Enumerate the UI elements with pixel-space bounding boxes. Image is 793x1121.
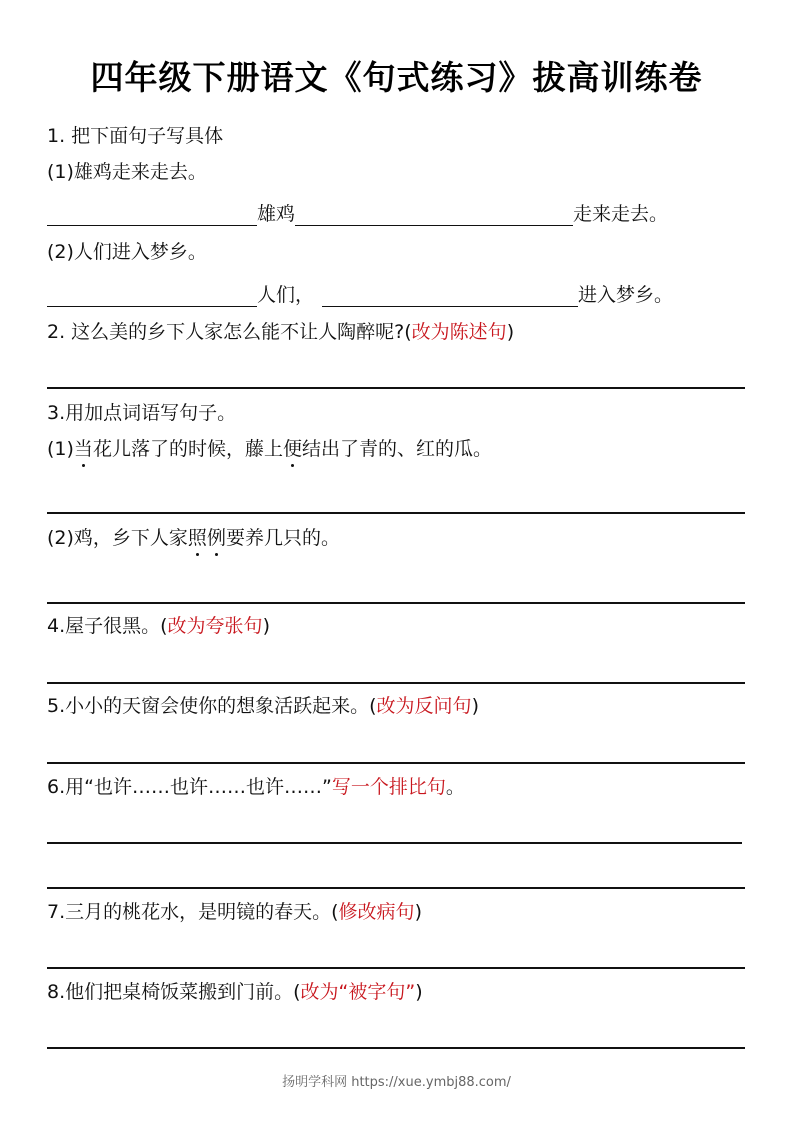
q3-sub1-prompt xyxy=(47,437,492,461)
q1-sub2-fill-row xyxy=(47,283,673,307)
answer-line[interactable] xyxy=(47,967,745,969)
q6-prompt xyxy=(47,775,465,799)
text: (1) xyxy=(47,438,74,460)
answer-blank[interactable] xyxy=(295,205,573,226)
q1-heading: 1. 把下面句子写具体 xyxy=(47,125,224,147)
q5-instruction: 改为反问句 xyxy=(376,695,472,717)
q8-prompt xyxy=(47,980,423,1004)
q6-text: 6.用“也许……也许……也许……” xyxy=(47,776,332,798)
q2-text: 2. 这么美的乡下人家怎么能不让人陶醉呢?( xyxy=(47,321,412,343)
q8-text: 8.他们把桌椅饭菜搬到门前。( xyxy=(47,981,301,1003)
q5-prompt xyxy=(47,694,479,718)
q1-sub1-prompt: (1)雄鸡走来走去。 xyxy=(47,161,207,183)
q4-instruction: 改为夸张句 xyxy=(167,615,263,637)
answer-line[interactable] xyxy=(47,842,742,844)
fill-text: 进入梦乡。 xyxy=(578,284,674,306)
q5-close: ) xyxy=(471,695,479,717)
fill-text: 雄鸡 xyxy=(257,203,296,225)
footer-watermark: 扬明学科网 https://xue.ymbj88.com/ xyxy=(282,1075,511,1090)
answer-blank[interactable] xyxy=(47,286,257,307)
text: (2)鸡，乡下人家 xyxy=(47,527,188,549)
q3-heading: 3.用加点词语写句子。 xyxy=(47,402,237,424)
q6-close: 。 xyxy=(445,776,465,798)
q1-sub1-fill-row xyxy=(47,202,668,226)
answer-blank[interactable] xyxy=(47,205,257,226)
answer-line[interactable] xyxy=(47,682,745,684)
q3-sub2-prompt xyxy=(47,526,340,550)
fill-text: 走来走去。 xyxy=(573,203,669,225)
q4-close: ) xyxy=(262,615,270,637)
answer-line[interactable] xyxy=(47,387,745,389)
q8-close: ) xyxy=(415,981,423,1003)
q2-instruction: 改为陈述句 xyxy=(411,321,507,343)
text: 花儿落了的时候，藤上 xyxy=(92,438,283,460)
emphasis-dot-char: 例 xyxy=(206,527,226,549)
answer-line[interactable] xyxy=(47,762,745,764)
text: 要养几只的。 xyxy=(225,527,340,549)
q4-prompt xyxy=(47,614,270,638)
emphasis-dot-char: 照 xyxy=(187,527,207,549)
q2-close: ) xyxy=(506,321,515,343)
q5-text: 5.小小的天窗会使你的想象活跃起来。( xyxy=(47,695,377,717)
q7-prompt xyxy=(47,900,422,924)
q7-text: 7.三月的桃花水，是明镜的春天。( xyxy=(47,901,339,923)
q1-sub2-prompt: (2)人们进入梦乡。 xyxy=(47,241,207,263)
fill-text: 人们， xyxy=(257,284,315,306)
emphasis-dot-char: 当 xyxy=(73,438,93,460)
answer-line[interactable] xyxy=(47,602,745,604)
answer-blank[interactable] xyxy=(322,286,578,307)
answer-line[interactable] xyxy=(47,887,745,889)
q7-instruction: 修改病句 xyxy=(338,901,415,923)
text: 结出了青的、红的瓜。 xyxy=(301,438,492,460)
answer-line[interactable] xyxy=(47,512,745,514)
page-title: 四年级下册语文《句式练习》拔高训练卷 xyxy=(90,58,703,97)
q7-close: ) xyxy=(414,901,422,923)
q4-text: 4.屋子很黑。( xyxy=(47,615,168,637)
q2-prompt xyxy=(47,320,514,344)
q6-instruction: 写一个排比句 xyxy=(331,776,446,798)
q8-instruction: 改为“被字句” xyxy=(300,981,416,1003)
answer-line[interactable] xyxy=(47,1047,745,1049)
emphasis-dot-char: 便 xyxy=(282,438,302,460)
